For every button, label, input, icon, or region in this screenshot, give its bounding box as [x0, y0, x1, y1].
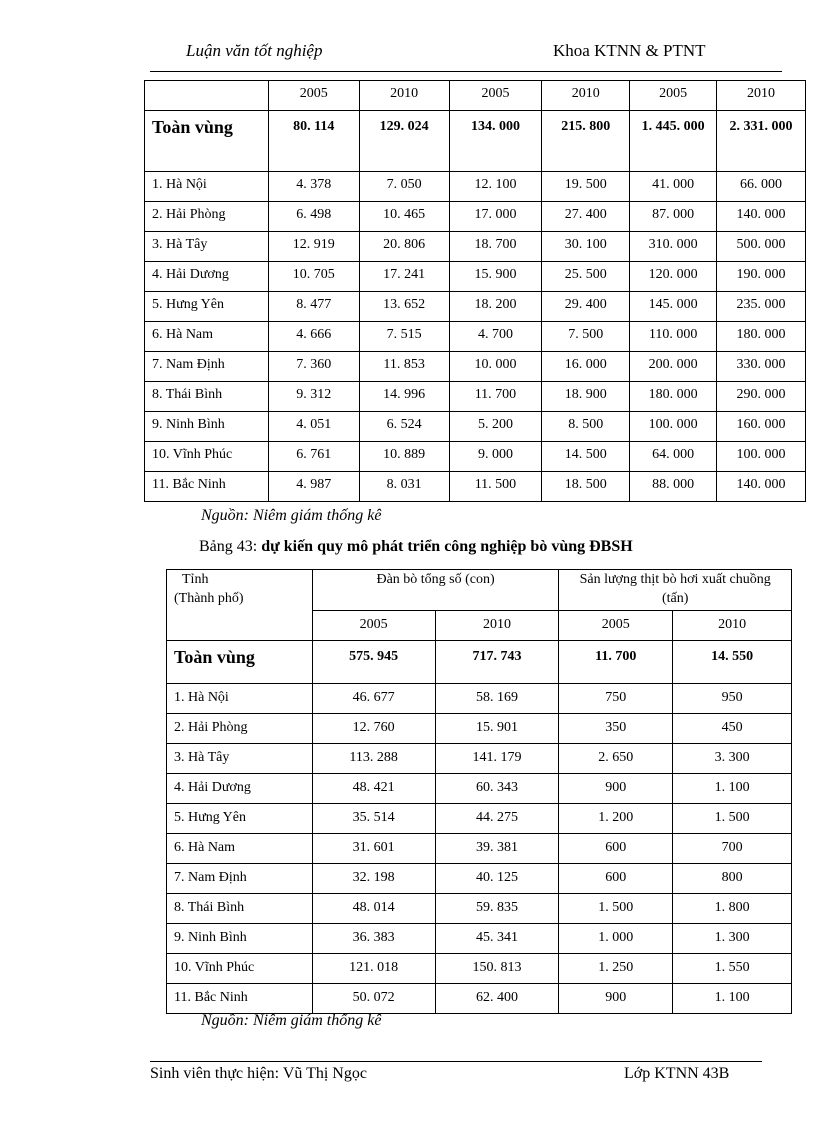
- data-cell: 13. 652: [359, 292, 449, 322]
- data-cell: 500. 000: [717, 232, 806, 262]
- data-cell: 11. 500: [449, 472, 542, 502]
- table-row: [167, 744, 792, 774]
- year-header-cell: 2010: [435, 611, 559, 641]
- herd-size-header: Đàn bò tổng số (con): [312, 570, 559, 611]
- data-cell: 1. 100: [673, 984, 792, 1014]
- total-value: 11. 700: [559, 641, 673, 684]
- data-cell: 60. 343: [435, 774, 559, 804]
- province-label: 10. Vĩnh Phúc: [167, 954, 313, 984]
- province-header-line2: (Thành phố): [174, 591, 244, 606]
- data-cell: 40. 125: [435, 864, 559, 894]
- data-cell: 160. 000: [717, 412, 806, 442]
- year-header-cell: 2010: [542, 81, 630, 111]
- province-header-line1: Tỉnh: [182, 572, 209, 587]
- data-cell: 41. 000: [630, 172, 717, 202]
- data-cell: 20. 806: [359, 232, 449, 262]
- data-cell: 45. 341: [435, 924, 559, 954]
- total-value: 215. 800: [542, 111, 630, 172]
- data-cell: 10. 000: [449, 352, 542, 382]
- data-cell: 17. 000: [449, 202, 542, 232]
- province-label: 3. Hà Tây: [167, 744, 313, 774]
- data-cell: 900: [559, 774, 673, 804]
- data-cell: 600: [559, 864, 673, 894]
- table-row: [145, 232, 806, 262]
- data-cell: 1. 550: [673, 954, 792, 984]
- province-label: 11. Bắc Ninh: [167, 984, 313, 1014]
- province-label: 10. Vĩnh Phúc: [145, 442, 269, 472]
- footer-class: Lớp KTNN 43B: [624, 1065, 730, 1082]
- data-cell: 450: [673, 714, 792, 744]
- table-row: [167, 774, 792, 804]
- data-cell: 4. 700: [449, 322, 542, 352]
- data-cell: 18. 900: [542, 382, 630, 412]
- data-cell: 7. 360: [268, 352, 359, 382]
- table-row: [167, 714, 792, 744]
- data-cell: 121. 018: [312, 954, 435, 984]
- data-cell: 15. 900: [449, 262, 542, 292]
- data-cell: 31. 601: [312, 834, 435, 864]
- table-row: [167, 864, 792, 894]
- data-cell: 310. 000: [630, 232, 717, 262]
- data-cell: 39. 381: [435, 834, 559, 864]
- province-label: 1. Hà Nội: [145, 172, 269, 202]
- province-label: 4. Hải Dương: [145, 262, 269, 292]
- data-cell: 59. 835: [435, 894, 559, 924]
- data-cell: 113. 288: [312, 744, 435, 774]
- data-cell: 14. 500: [542, 442, 630, 472]
- empty-corner-cell: [145, 81, 269, 111]
- data-cell: 18. 500: [542, 472, 630, 502]
- data-cell: 600: [559, 834, 673, 864]
- total-row: [167, 641, 792, 684]
- table-row: [167, 834, 792, 864]
- header-faculty: Khoa KTNN & PTNT: [553, 41, 706, 60]
- table-caption: [199, 538, 633, 556]
- data-cell: 7. 050: [359, 172, 449, 202]
- data-cell: 18. 200: [449, 292, 542, 322]
- total-label: Toàn vùng: [145, 111, 269, 172]
- province-label: 8. Thái Bình: [145, 382, 269, 412]
- data-cell: 140. 000: [717, 202, 806, 232]
- data-cell: 35. 514: [312, 804, 435, 834]
- data-cell: 7. 515: [359, 322, 449, 352]
- total-value: 1. 445. 000: [630, 111, 717, 172]
- province-label: 7. Nam Định: [145, 352, 269, 382]
- data-cell: 1. 800: [673, 894, 792, 924]
- total-value: 2. 331. 000: [717, 111, 806, 172]
- data-cell: 5. 200: [449, 412, 542, 442]
- table-row: [167, 894, 792, 924]
- data-cell: 11. 700: [449, 382, 542, 412]
- source-note: Nguồn: Niêm giám thống kê: [201, 1012, 382, 1029]
- year-header-row: [145, 81, 806, 111]
- table-row: [145, 262, 806, 292]
- data-cell: 150. 813: [435, 954, 559, 984]
- data-cell: 30. 100: [542, 232, 630, 262]
- total-value: 14. 550: [673, 641, 792, 684]
- data-cell: 12. 919: [268, 232, 359, 262]
- province-label: 2. Hải Phòng: [145, 202, 269, 232]
- province-label: 8. Thái Bình: [167, 894, 313, 924]
- data-cell: 145. 000: [630, 292, 717, 322]
- data-cell: 15. 901: [435, 714, 559, 744]
- data-cell: 290. 000: [717, 382, 806, 412]
- data-cell: 330. 000: [717, 352, 806, 382]
- data-cell: 235. 000: [717, 292, 806, 322]
- province-label: 1. Hà Nội: [167, 684, 313, 714]
- year-header-cell: 2005: [449, 81, 542, 111]
- province-label: 4. Hải Dương: [167, 774, 313, 804]
- footer-student: Sinh viên thực hiện: Vũ Thị Ngọc: [150, 1065, 367, 1082]
- year-header-cell: 2010: [717, 81, 806, 111]
- data-cell: 58. 169: [435, 684, 559, 714]
- table-row: [167, 984, 792, 1014]
- data-cell: 8. 477: [268, 292, 359, 322]
- total-value: 575. 945: [312, 641, 435, 684]
- data-cell: 350: [559, 714, 673, 744]
- table-row: [167, 684, 792, 714]
- year-header-cell: 2005: [559, 611, 673, 641]
- table-row: [145, 172, 806, 202]
- year-header-cell: 2010: [359, 81, 449, 111]
- total-row: [145, 111, 806, 172]
- table-row: [145, 382, 806, 412]
- data-cell: 44. 275: [435, 804, 559, 834]
- province-label: 6. Hà Nam: [145, 322, 269, 352]
- province-label: 2. Hải Phòng: [167, 714, 313, 744]
- header-thesis-title: Luận văn tốt nghiệp: [186, 41, 323, 60]
- data-cell: 10. 889: [359, 442, 449, 472]
- year-header-cell: 2005: [268, 81, 359, 111]
- table-row: [167, 804, 792, 834]
- caption-title: dự kiến quy mô phát triển công nghiệp bò vùng ĐBSH: [261, 538, 633, 555]
- data-cell: 100. 000: [717, 442, 806, 472]
- data-cell: 3. 300: [673, 744, 792, 774]
- data-cell: 100. 000: [630, 412, 717, 442]
- data-cell: 4. 666: [268, 322, 359, 352]
- table-cattle-projection: [144, 80, 806, 502]
- data-cell: 2. 650: [559, 744, 673, 774]
- data-cell: 12. 760: [312, 714, 435, 744]
- province-label: 5. Hưng Yên: [167, 804, 313, 834]
- data-cell: 200. 000: [630, 352, 717, 382]
- data-cell: 46. 677: [312, 684, 435, 714]
- data-cell: 62. 400: [435, 984, 559, 1014]
- data-cell: 12. 100: [449, 172, 542, 202]
- year-header-cell: 2005: [312, 611, 435, 641]
- total-value: 134. 000: [449, 111, 542, 172]
- province-label: 9. Ninh Bình: [145, 412, 269, 442]
- total-label: Toàn vùng: [167, 641, 313, 684]
- data-cell: 36. 383: [312, 924, 435, 954]
- beef-output-header: Sản lượng thịt bò hơi xuất chuồng (tấn): [559, 570, 792, 611]
- table-header-row: [167, 570, 792, 611]
- data-cell: 88. 000: [630, 472, 717, 502]
- data-cell: 1. 200: [559, 804, 673, 834]
- data-cell: 950: [673, 684, 792, 714]
- province-column-header: [167, 570, 313, 641]
- header-divider: [150, 71, 782, 72]
- data-cell: 87. 000: [630, 202, 717, 232]
- data-cell: 141. 179: [435, 744, 559, 774]
- data-cell: 6. 524: [359, 412, 449, 442]
- footer-divider: [150, 1061, 762, 1062]
- data-cell: 25. 500: [542, 262, 630, 292]
- province-label: 3. Hà Tây: [145, 232, 269, 262]
- table-row: [167, 924, 792, 954]
- data-cell: 64. 000: [630, 442, 717, 472]
- data-cell: 180. 000: [630, 382, 717, 412]
- data-cell: 66. 000: [717, 172, 806, 202]
- table-row: [145, 202, 806, 232]
- data-cell: 140. 000: [717, 472, 806, 502]
- table-row: [167, 954, 792, 984]
- data-cell: 4. 051: [268, 412, 359, 442]
- data-cell: 18. 700: [449, 232, 542, 262]
- data-cell: 10. 465: [359, 202, 449, 232]
- data-cell: 1. 500: [559, 894, 673, 924]
- table-row: [145, 442, 806, 472]
- total-value: 717. 743: [435, 641, 559, 684]
- data-cell: 8. 031: [359, 472, 449, 502]
- data-cell: 14. 996: [359, 382, 449, 412]
- total-value: 129. 024: [359, 111, 449, 172]
- data-cell: 1. 000: [559, 924, 673, 954]
- table-row: [145, 472, 806, 502]
- caption-prefix: Bảng 43:: [199, 538, 262, 555]
- data-cell: 1. 100: [673, 774, 792, 804]
- data-cell: 11. 853: [359, 352, 449, 382]
- data-cell: 6. 761: [268, 442, 359, 472]
- table-row: [145, 412, 806, 442]
- data-cell: 48. 421: [312, 774, 435, 804]
- total-value: 80. 114: [268, 111, 359, 172]
- data-cell: 750: [559, 684, 673, 714]
- data-cell: 900: [559, 984, 673, 1014]
- data-cell: 19. 500: [542, 172, 630, 202]
- year-header-cell: 2005: [630, 81, 717, 111]
- data-cell: 4. 987: [268, 472, 359, 502]
- data-cell: 7. 500: [542, 322, 630, 352]
- data-cell: 27. 400: [542, 202, 630, 232]
- data-cell: 32. 198: [312, 864, 435, 894]
- data-cell: 120. 000: [630, 262, 717, 292]
- data-cell: 17. 241: [359, 262, 449, 292]
- data-cell: 180. 000: [717, 322, 806, 352]
- data-cell: 4. 378: [268, 172, 359, 202]
- table-row: [145, 292, 806, 322]
- data-cell: 190. 000: [717, 262, 806, 292]
- data-cell: 16. 000: [542, 352, 630, 382]
- province-label: 6. Hà Nam: [167, 834, 313, 864]
- province-label: 9. Ninh Bình: [167, 924, 313, 954]
- province-label: 7. Nam Định: [167, 864, 313, 894]
- data-cell: 800: [673, 864, 792, 894]
- data-cell: 29. 400: [542, 292, 630, 322]
- source-note: Nguồn: Niêm giám thống kê: [201, 507, 382, 524]
- data-cell: 50. 072: [312, 984, 435, 1014]
- province-label: 5. Hưng Yên: [145, 292, 269, 322]
- data-cell: 10. 705: [268, 262, 359, 292]
- data-cell: 1. 300: [673, 924, 792, 954]
- data-cell: 6. 498: [268, 202, 359, 232]
- data-cell: 1. 250: [559, 954, 673, 984]
- province-label: 11. Bắc Ninh: [145, 472, 269, 502]
- data-cell: 8. 500: [542, 412, 630, 442]
- year-header-cell: 2010: [673, 611, 792, 641]
- table-row: [145, 322, 806, 352]
- data-cell: 9. 312: [268, 382, 359, 412]
- data-cell: 110. 000: [630, 322, 717, 352]
- data-cell: 1. 500: [673, 804, 792, 834]
- data-cell: 700: [673, 834, 792, 864]
- table-cattle-industry: [166, 569, 792, 1014]
- data-cell: 48. 014: [312, 894, 435, 924]
- table-row: [145, 352, 806, 382]
- data-cell: 9. 000: [449, 442, 542, 472]
